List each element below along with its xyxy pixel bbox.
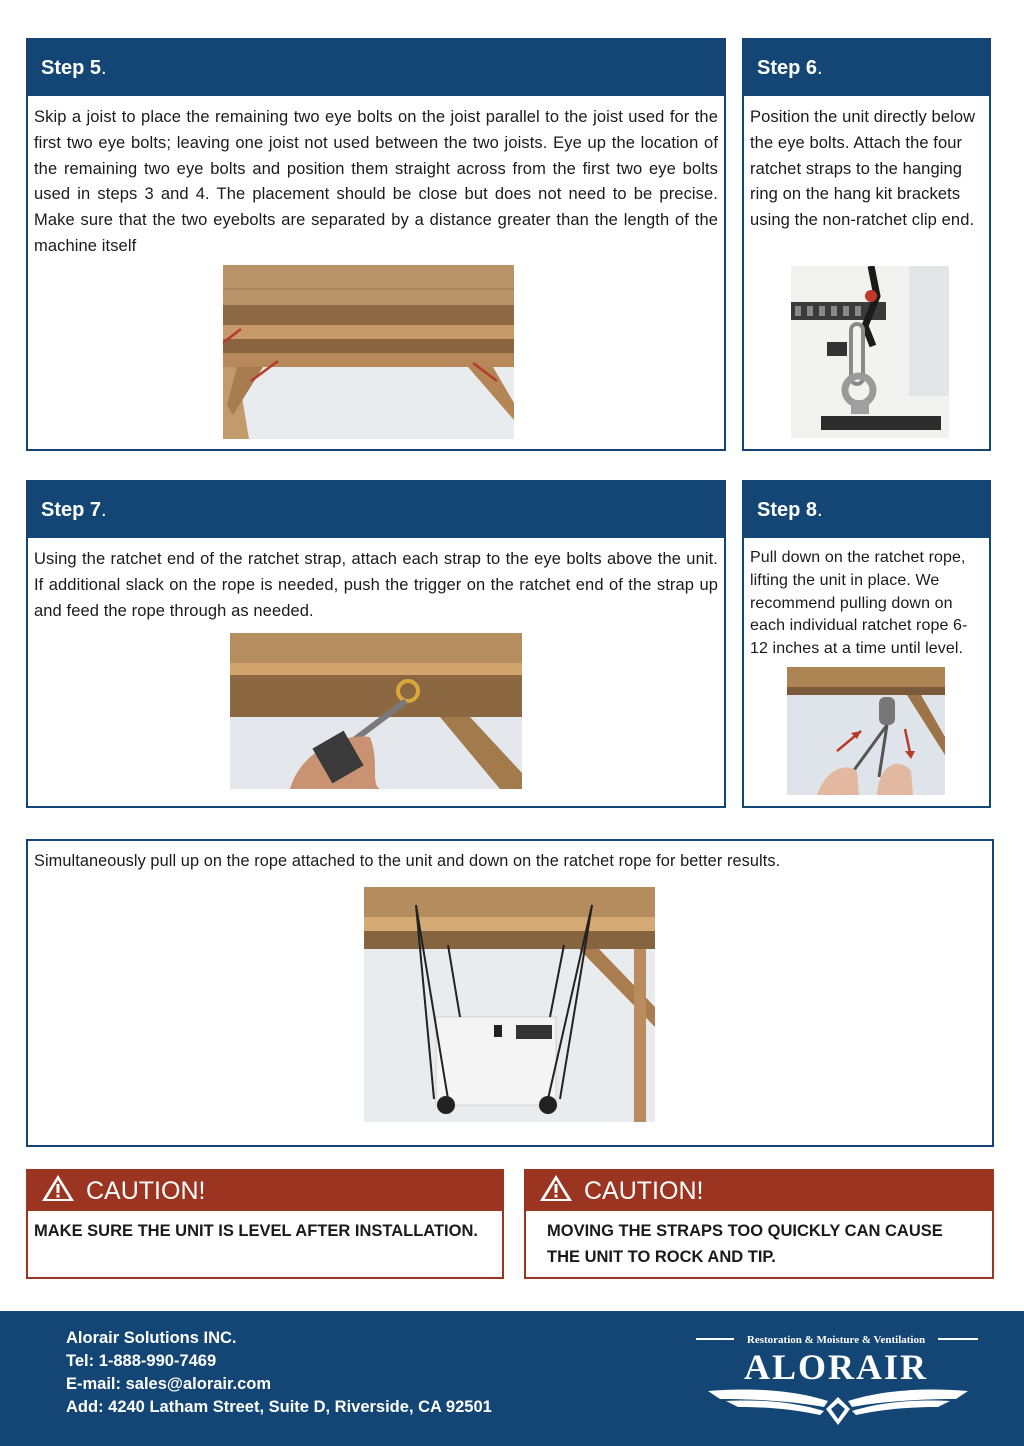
caution-header-1 xyxy=(28,1171,502,1211)
step-8-title: Step 8 xyxy=(757,498,818,521)
step-7-text: Using the ratchet end of the ratchet strap, attach each strap to the eye bolts above the unit. If additional slack on the rope is needed, push the trigger on the ratchet end of the strap up and feed the rope through as needed. xyxy=(34,550,718,620)
wings-icon xyxy=(708,1389,968,1425)
step-6-photo-hanging-ring xyxy=(791,266,949,438)
step-7-header: Step 7 . xyxy=(28,482,724,538)
step-8-text: Pull down on the ratchet rope, lifting the unit in place. We recommend pulling down on each individual ratchet rope 6-12 inches at a time until level. xyxy=(750,549,968,658)
step-8-header: Step 8 . xyxy=(744,482,989,538)
footer-contact-info xyxy=(66,1327,492,1419)
step-5-photo-joists xyxy=(223,265,514,439)
caution-heading-1: CAUTION! xyxy=(86,1176,206,1205)
step-7-title: Step 7 xyxy=(41,498,102,521)
step-5-title: Step 5 xyxy=(41,56,102,79)
warning-triangle-icon xyxy=(40,1173,76,1210)
step-5-text: Skip a joist to place the remaining two eye bolts on the joist parallel to the joist used for the first two eye bolts; leaving one joist not used between the two joists. Eye up the location of the remaining two eye bolts and position them straight across from the first two eye bolts used in steps 3 and 4. The placement should be close but does not need to be precise. Make sure that the two eyebolts are separated by a distance greater than the length of the machine itself xyxy=(34,108,718,255)
step-6-text: Position the unit directly below the eye bolts. Attach the four ratchet straps to the hanging ring on the hang kit brackets using the non-ratchet clip end. xyxy=(750,108,976,230)
logo-tagline: Restoration & Moisture & Ventilation xyxy=(746,1334,926,1346)
step-6-title: Step 6 xyxy=(757,56,818,79)
phone-number: Tel: 1-888-990-7469 xyxy=(66,1352,217,1370)
final-note-text: Simultaneously pull up on the rope attached to the unit and down on the ratchet rope for better results. xyxy=(34,852,781,870)
warning-triangle-icon xyxy=(538,1173,574,1210)
step-7-photo-ratchet-attach xyxy=(230,633,522,789)
company-name: Alorair Solutions INC. xyxy=(66,1329,237,1347)
step-6-header: Step 6 . xyxy=(744,40,989,96)
step-8-photo-pull-rope xyxy=(787,667,945,795)
step-5-header: Step 5 . xyxy=(28,40,724,96)
alorair-logo xyxy=(696,1329,980,1429)
street-address: Add: 4240 Latham Street, Suite D, Riverside, CA 92501 xyxy=(66,1398,492,1416)
caution-box-level xyxy=(26,1169,504,1279)
final-photo-unit-hanging xyxy=(364,887,655,1122)
caution-box-straps xyxy=(524,1169,994,1279)
footer xyxy=(0,1311,1024,1446)
caution-text-2: MOVING THE STRAPS TOO QUICKLY CAN CAUSE THE UNIT TO ROCK AND TIP. xyxy=(547,1222,943,1266)
email-address: E-mail: sales@alorair.com xyxy=(66,1375,272,1393)
caution-heading-2: CAUTION! xyxy=(584,1176,704,1205)
caution-header-2 xyxy=(526,1171,992,1211)
logo-wordmark: ALORAIR xyxy=(743,1347,929,1387)
caution-text-1: MAKE SURE THE UNIT IS LEVEL AFTER INSTALLATION. xyxy=(34,1222,478,1240)
